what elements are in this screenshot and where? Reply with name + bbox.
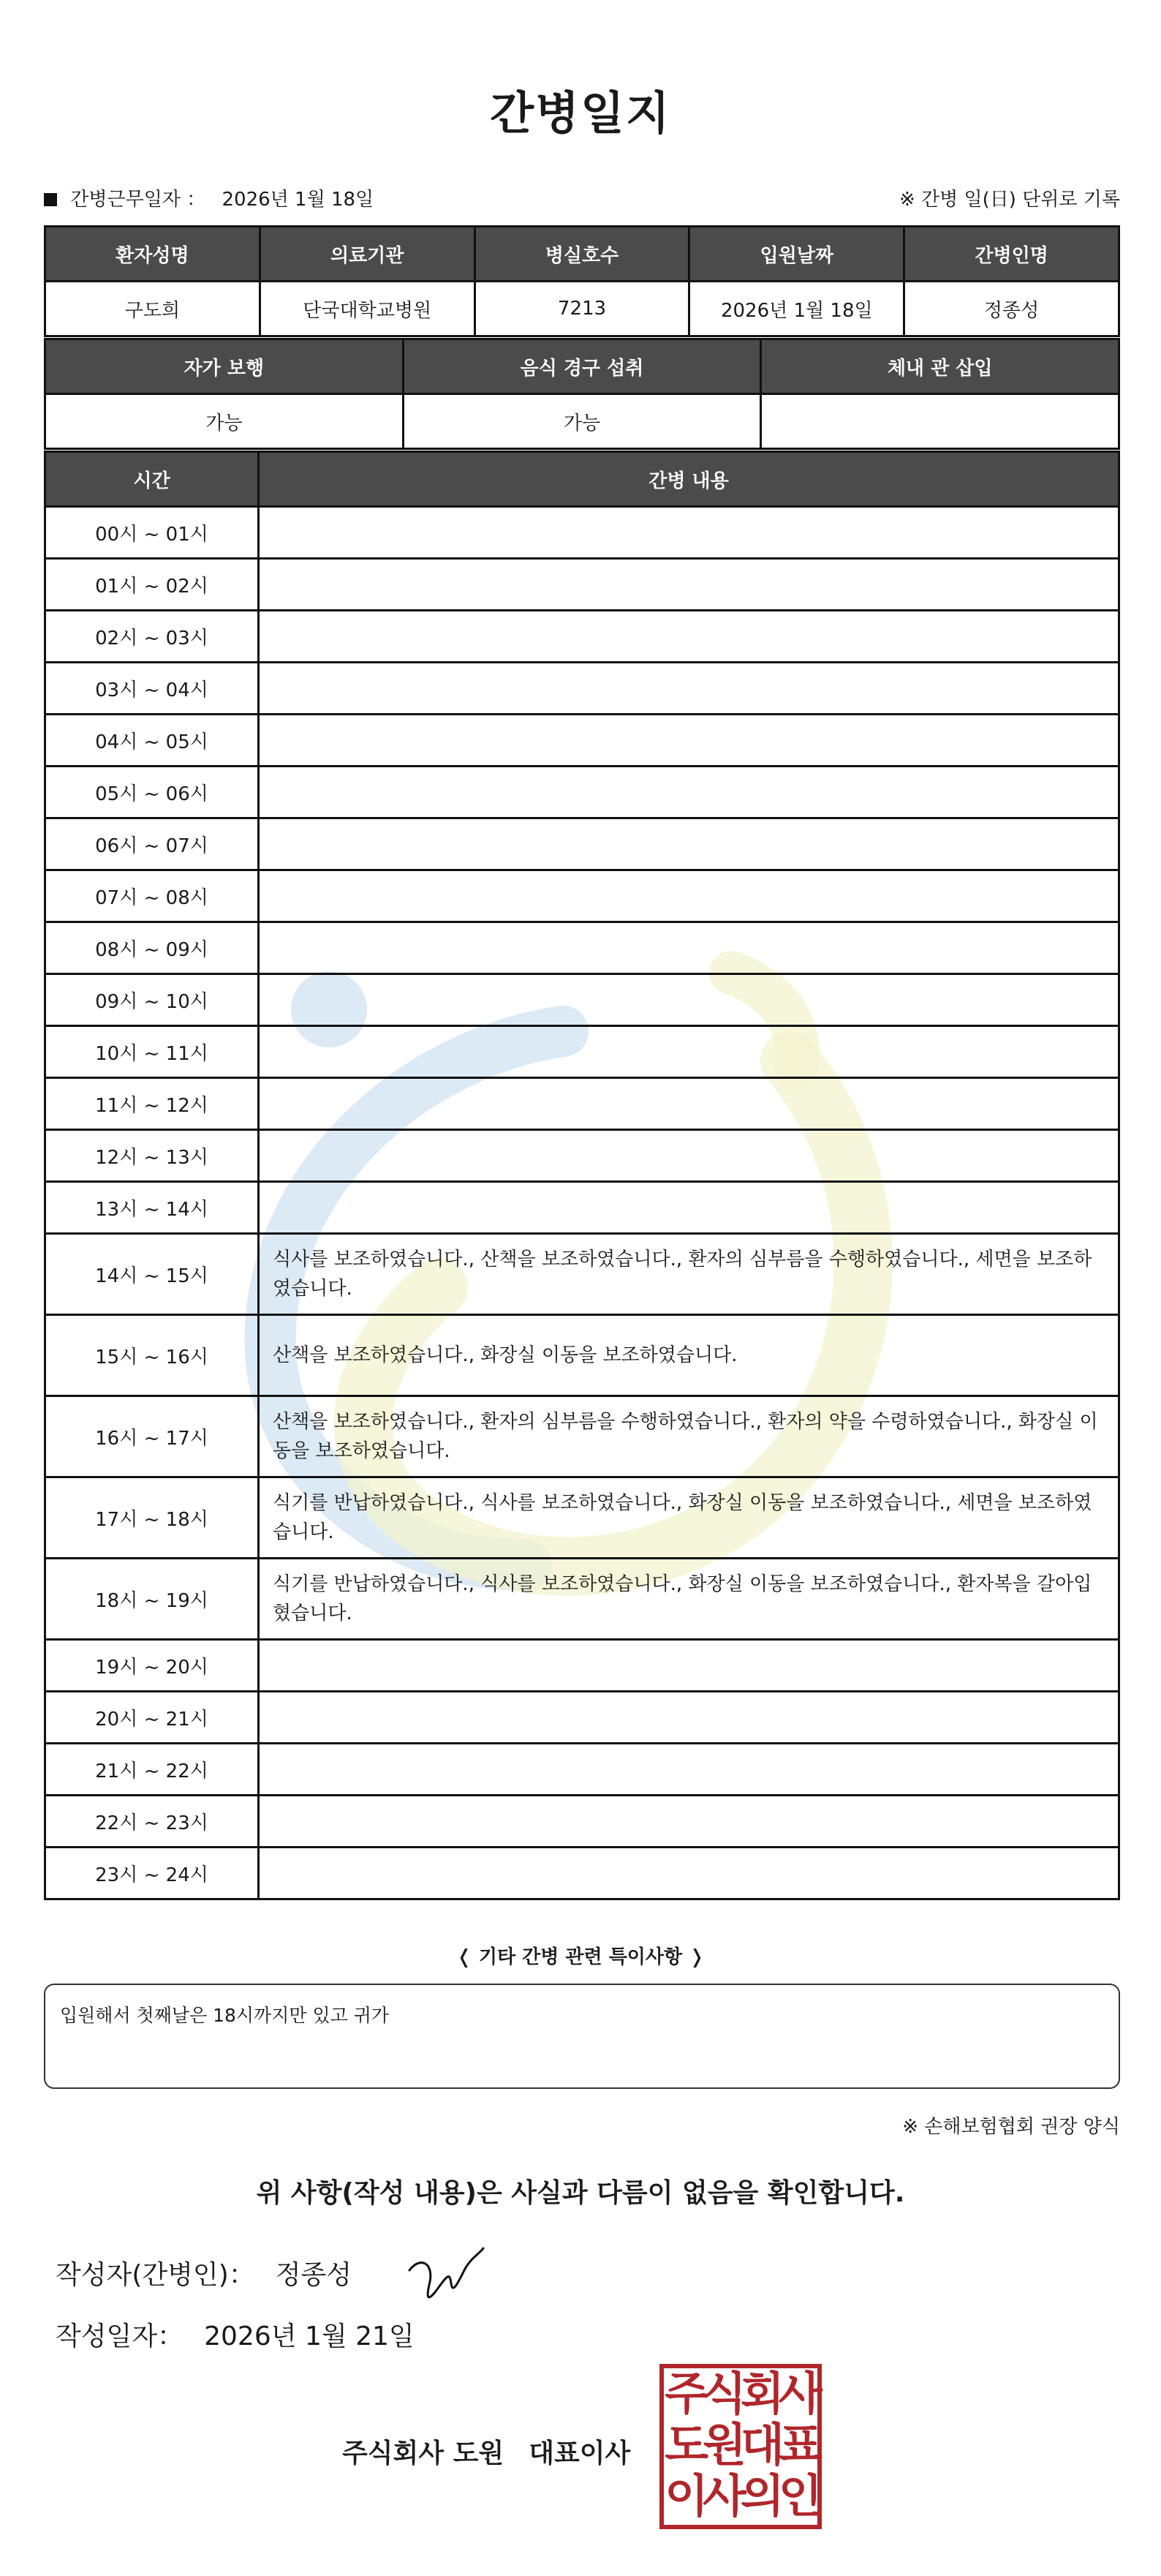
table-row xyxy=(45,1026,1119,1078)
time-slot: 02시 ~ 03시 xyxy=(45,611,259,663)
work-date xyxy=(44,184,374,211)
time-slot: 09시 ~ 10시 xyxy=(45,974,259,1026)
table-row xyxy=(45,818,1119,870)
ability-table xyxy=(44,338,1120,450)
time-slot: 14시 ~ 15시 xyxy=(45,1234,259,1315)
table-row xyxy=(45,559,1119,611)
header-tube-insertion: 체내 관 삽입 xyxy=(761,339,1119,394)
company-line xyxy=(342,2433,630,2470)
time-slot: 19시 ~ 20시 xyxy=(45,1640,259,1692)
time-slot: 04시 ~ 05시 xyxy=(45,715,259,767)
square-bullet-icon xyxy=(44,193,57,206)
care-log-body xyxy=(45,507,1119,1899)
work-date-label: 간병근무일자 ： xyxy=(70,189,206,211)
patient-info-values xyxy=(45,282,1119,336)
care-log-table xyxy=(44,451,1120,1900)
care-content xyxy=(259,818,1119,870)
care-content xyxy=(259,870,1119,922)
hospital: 단국대학교병원 xyxy=(260,282,474,336)
writer-line xyxy=(56,2254,352,2291)
time-slot: 01시 ~ 02시 xyxy=(45,559,259,611)
writer-name: 정종성 xyxy=(275,2260,352,2290)
header-patient-name: 환자성명 xyxy=(45,227,260,282)
table-row xyxy=(45,507,1119,559)
written-date-line xyxy=(56,2316,415,2353)
time-slot: 23시 ~ 24시 xyxy=(45,1848,259,1899)
care-content xyxy=(259,663,1119,715)
care-content xyxy=(259,1130,1119,1182)
time-slot: 18시 ~ 19시 xyxy=(45,1559,259,1640)
confirm-statement: 위 사항(작성 내용)은 사실과 다름이 없음을 확인합니다. xyxy=(256,2178,905,2208)
time-slot: 13시 ~ 14시 xyxy=(45,1182,259,1234)
care-content xyxy=(259,507,1119,559)
table-row xyxy=(45,1182,1119,1234)
oral-intake: 가능 xyxy=(403,394,761,449)
care-content xyxy=(259,1796,1119,1848)
page-title: 간병일지 xyxy=(490,86,671,140)
table-row xyxy=(45,870,1119,922)
seal-line-1: 주식회사 xyxy=(665,2367,817,2420)
care-content xyxy=(259,1848,1119,1899)
table-row xyxy=(45,1234,1119,1315)
care-content xyxy=(259,559,1119,611)
care-content: 식기를 반납하였습니다., 식사를 보조하였습니다., 화장실 이동을 보조하였습니다., 환자복을 갈아입혔습니다. xyxy=(259,1559,1119,1640)
written-date-value: 2026년 1월 21일 xyxy=(204,2321,415,2351)
header-caregiver-name: 간병인명 xyxy=(904,227,1119,282)
signature-icon xyxy=(406,2241,486,2307)
time-slot: 00시 ~ 01시 xyxy=(45,507,259,559)
remarks-title: ❬ 기타 간병 관련 특이사항 ❭ xyxy=(456,1946,705,1968)
table-row xyxy=(45,1692,1119,1744)
table-row xyxy=(45,1744,1119,1796)
time-slot: 08시 ~ 09시 xyxy=(45,922,259,974)
table-row xyxy=(45,922,1119,974)
care-content xyxy=(259,1692,1119,1744)
table-row xyxy=(45,1078,1119,1130)
time-slot: 11시 ~ 12시 xyxy=(45,1078,259,1130)
table-row xyxy=(45,1559,1119,1640)
table-row xyxy=(45,611,1119,663)
ability-header xyxy=(45,339,1119,394)
patient-info-header xyxy=(45,227,1119,282)
work-date-row xyxy=(44,184,1120,214)
table-row xyxy=(45,1477,1119,1559)
time-slot: 20시 ~ 21시 xyxy=(45,1692,259,1744)
written-date-label: 작성일자： xyxy=(56,2321,184,2351)
caregiver-name: 정종성 xyxy=(904,282,1119,336)
table-row xyxy=(45,1130,1119,1182)
admission-date: 2026년 1월 18일 xyxy=(689,282,904,336)
care-content xyxy=(259,1026,1119,1078)
care-content: 식사를 보조하였습니다., 산책을 보조하였습니다., 환자의 심부름을 수행하였습니다., 세면을 보조하였습니다. xyxy=(259,1234,1119,1315)
care-log-header xyxy=(45,452,1119,507)
care-content xyxy=(259,611,1119,663)
time-slot: 15시 ~ 16시 xyxy=(45,1315,259,1396)
care-content xyxy=(259,715,1119,767)
care-content xyxy=(259,974,1119,1026)
care-content xyxy=(259,767,1119,818)
seal-line-3: 이사의인 xyxy=(665,2469,817,2523)
header-time: 시간 xyxy=(45,452,259,507)
record-note: ※ 간병 일(日) 단위로 기록 xyxy=(899,189,1120,211)
header-admission-date: 입원날짜 xyxy=(689,227,904,282)
care-content xyxy=(259,1744,1119,1796)
company-role: 대표이사 xyxy=(529,2438,631,2468)
time-slot: 06시 ~ 07시 xyxy=(45,818,259,870)
time-slot: 16시 ~ 17시 xyxy=(45,1396,259,1477)
care-content xyxy=(259,1078,1119,1130)
table-row xyxy=(45,1396,1119,1477)
recommend-note: ※ 손해보험협회 권장 양식 xyxy=(902,2116,1120,2138)
company-seal-stamp xyxy=(659,2364,822,2529)
header-room-number: 병실호수 xyxy=(474,227,689,282)
patient-name: 구도희 xyxy=(45,282,260,336)
table-row xyxy=(45,1848,1119,1899)
header-oral-intake: 음식 경구 섭취 xyxy=(403,339,761,394)
table-row xyxy=(45,663,1119,715)
table-row xyxy=(45,974,1119,1026)
header-hospital: 의료기관 xyxy=(260,227,474,282)
header-care-content: 간병 내용 xyxy=(259,452,1119,507)
care-content: 산책을 보조하였습니다., 화장실 이동을 보조하였습니다. xyxy=(259,1315,1119,1396)
table-row xyxy=(45,1796,1119,1848)
time-slot: 07시 ~ 08시 xyxy=(45,870,259,922)
time-slot: 10시 ~ 11시 xyxy=(45,1026,259,1078)
time-slot: 12시 ~ 13시 xyxy=(45,1130,259,1182)
time-slot: 17시 ~ 18시 xyxy=(45,1477,259,1559)
work-date-value: 2026년 1월 18일 xyxy=(222,189,374,211)
table-row xyxy=(45,1315,1119,1396)
care-content xyxy=(259,922,1119,974)
care-content: 산책을 보조하였습니다., 환자의 심부름을 수행하였습니다., 환자의 약을 수령하였습니다., 화장실 이동을 보조하였습니다. xyxy=(259,1396,1119,1477)
self-walking: 가능 xyxy=(45,394,404,449)
patient-info-table xyxy=(44,225,1120,337)
care-content xyxy=(259,1182,1119,1234)
time-slot: 21시 ~ 22시 xyxy=(45,1744,259,1796)
tube-insertion xyxy=(761,394,1119,449)
table-row xyxy=(45,715,1119,767)
room-number: 7213 xyxy=(474,282,689,336)
time-slot: 22시 ~ 23시 xyxy=(45,1796,259,1848)
care-content: 식기를 반납하였습니다., 식사를 보조하였습니다., 화장실 이동을 보조하였습니다., 세면을 보조하였습니다. xyxy=(259,1477,1119,1559)
table-row xyxy=(45,767,1119,818)
remarks-box: 입원해서 첫째날은 18시까지만 있고 귀가 xyxy=(44,1984,1120,2089)
care-content xyxy=(259,1640,1119,1692)
writer-label: 작성자(간병인)： xyxy=(56,2260,255,2290)
company-name: 주식회사 도원 xyxy=(342,2438,504,2468)
header-self-walking: 자가 보행 xyxy=(45,339,404,394)
time-slot: 03시 ~ 04시 xyxy=(45,663,259,715)
table-row xyxy=(45,1640,1119,1692)
ability-values xyxy=(45,394,1119,449)
seal-line-2: 도원대표 xyxy=(665,2418,817,2471)
time-slot: 05시 ~ 06시 xyxy=(45,767,259,818)
